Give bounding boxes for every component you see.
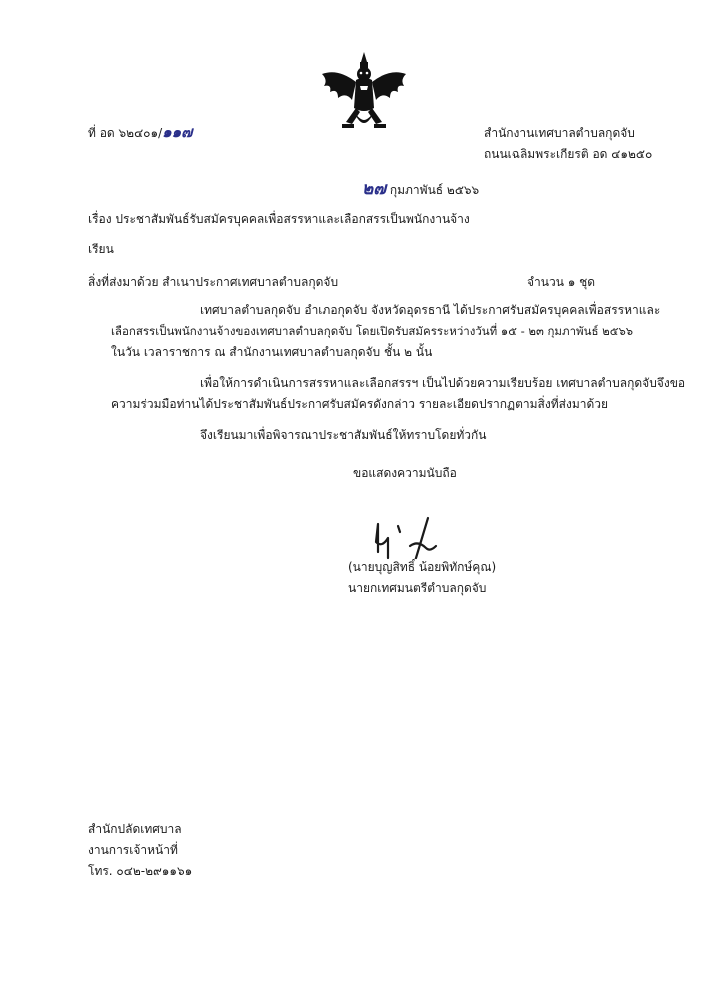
- date-day-handwritten: ๒๗: [362, 179, 386, 199]
- signer-title: นายกเทศมนตรีตำบลกุดจับ: [348, 581, 487, 595]
- paragraph3: จึงเรียนมาเพื่อพิจารณาประชาสัมพันธ์ให้ทราบโดยทั่วกัน: [200, 428, 487, 442]
- signer-name: (นายบุญสิทธิ์ น้อยพิทักษ์คุณ): [348, 560, 497, 574]
- enclosure-line: สิ่งที่ส่งมาด้วย สำเนาประกาศเทศบาลตำบลกุดจับ: [88, 275, 339, 289]
- reference-handwritten: ๑๑๗: [162, 123, 193, 141]
- date-month-year: กุมภาพันธ์ ๒๕๖๖: [389, 183, 480, 197]
- footer-department: สำนักปลัดเทศบาล: [88, 822, 182, 836]
- enclosure-count: จำนวน ๑ ชุด: [527, 275, 596, 289]
- paragraph2-line1: เพื่อให้การดำเนินการสรรหาและเลือกสรรฯ เป็นไปด้วยความเรียบร้อย เทศบาลตำบลกุดจับจึงขอ: [200, 376, 686, 390]
- paragraph1-line1: เทศบาลตำบลกุดจับ อำเภอกุดจับ จังหวัดอุดรธานี ได้ประกาศรับสมัครบุคคลเพื่อสรรหาและ: [200, 303, 661, 317]
- paragraph1-line2: เลือกสรรเป็นพนักงานจ้างของเทศบาลตำบลกุดจับ โดยเปิดรับสมัครระหว่างวันที่ ๑๕ - ๒๓ กุมภาพันธ์ ๒๕๖๖: [111, 324, 634, 338]
- letter-date: [362, 179, 479, 200]
- garuda-emblem: [318, 50, 410, 135]
- paragraph1-line3: ในวัน เวลาราชการ ณ สำนักงานเทศบาลตำบลกุดจับ ชั้น ๒ นั้น: [111, 345, 433, 359]
- reference-prefix: ที่ อด ๖๒๔๐๑/: [88, 126, 163, 140]
- subject-line: เรื่อง ประชาสัมพันธ์รับสมัครบุคคลเพื่อสรรหาและเลือกสรรเป็นพนักงานจ้าง: [88, 212, 470, 226]
- reference-number: [88, 123, 192, 142]
- office-address-line1: สำนักงานเทศบาลตำบลกุดจับ: [484, 126, 635, 140]
- office-address-line2: ถนนเฉลิมพระเกียรติ อด ๔๑๒๕๐: [484, 147, 653, 161]
- footer-section: งานการเจ้าหน้าที่: [88, 843, 178, 857]
- footer-phone: โทร. ๐๔๒-๒๙๑๑๖๑: [88, 864, 193, 878]
- salutation: เรียน: [88, 242, 114, 256]
- paragraph2-line2: ความร่วมมือท่านได้ประชาสัมพันธ์ประกาศรับสมัครดังกล่าว รายละเอียดปรากฏตามสิ่งที่ส่งมาด้วย: [111, 397, 609, 411]
- closing-phrase: ขอแสดงความนับถือ: [353, 466, 457, 480]
- signature: [368, 512, 448, 562]
